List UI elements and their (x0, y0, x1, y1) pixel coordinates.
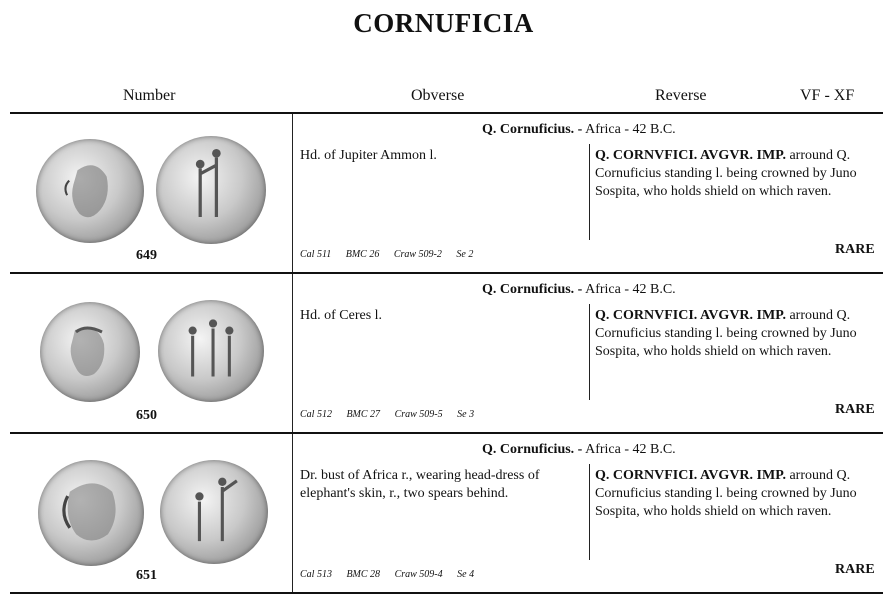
moneyer-line (482, 442, 676, 458)
ref-bmc: BMC 28 (346, 569, 381, 580)
moneyer-name: Q. Cornuficius. - (482, 122, 583, 137)
mint-date: Africa - 42 B.C. (585, 122, 676, 137)
ref-cal: Cal 511 (300, 249, 332, 260)
reverse-legend: Q. CORNVFICI. AVGVR. IMP. (595, 148, 786, 163)
rarity-label: RARE (835, 562, 875, 577)
ref-se: Se 3 (457, 409, 475, 420)
ref-cal: Cal 512 (300, 409, 332, 420)
mint-date: Africa - 42 B.C. (585, 282, 676, 297)
reverse-description (595, 307, 880, 361)
rarity-label: RARE (835, 402, 875, 417)
obverse-description: Hd. of Jupiter Ammon l. (300, 148, 437, 163)
header-grade: VF - XF (800, 87, 855, 104)
reverse-description (595, 467, 880, 521)
coin-entry-row (10, 114, 883, 274)
moneyer-name: Q. Cornuficius. - (482, 282, 583, 297)
ref-se: Se 2 (456, 249, 474, 260)
moneyer-line (482, 122, 676, 138)
reverse-divider (589, 304, 590, 400)
reverse-description (595, 147, 880, 201)
references (300, 409, 486, 420)
page-title: CORNUFICIA (353, 8, 534, 38)
reverse-coin-image (158, 300, 264, 402)
ref-craw: Craw 509-5 (394, 409, 443, 420)
reverse-text: arround Q. Cornuficius standing l. being crowned by Juno Sospita, who holds shield on which raven. (595, 468, 857, 519)
references (300, 569, 486, 580)
ref-craw: Craw 509-4 (394, 569, 443, 580)
column-divider (292, 434, 293, 592)
ref-se: Se 4 (457, 569, 475, 580)
reverse-divider (589, 464, 590, 560)
reverse-legend: Q. CORNVFICI. AVGVR. IMP. (595, 468, 786, 483)
obverse-description: Dr. bust of Africa r., wearing head-dress of elephant's skin, r., two spears behind. (300, 468, 540, 501)
mint-date: Africa - 42 B.C. (585, 442, 676, 457)
column-divider (292, 274, 293, 432)
reverse-coin-image (156, 136, 266, 244)
coin-entry-row (10, 434, 883, 594)
catalog-number: 650 (136, 408, 157, 423)
reverse-text: arround Q. Cornuficius standing l. being crowned by Juno Sospita, who holds shield on which raven. (595, 308, 857, 359)
obverse-coin-image (38, 460, 144, 566)
obverse-coin-image (40, 302, 140, 402)
catalog-number: 649 (136, 248, 157, 263)
moneyer-line (482, 282, 676, 298)
reverse-text: arround Q. Cornuficius standing l. being crowned by Juno Sospita, who holds shield on which raven. (595, 148, 857, 199)
reverse-legend: Q. CORNVFICI. AVGVR. IMP. (595, 308, 786, 323)
rarity-label: RARE (835, 242, 875, 257)
header-number: Number (123, 87, 176, 104)
ref-craw: Craw 509-2 (393, 249, 442, 260)
moneyer-name: Q. Cornuficius. - (482, 442, 583, 457)
header-obverse: Obverse (411, 87, 465, 104)
obverse-coin-image (36, 139, 144, 243)
references (300, 249, 485, 260)
column-divider (292, 114, 293, 272)
ref-cal: Cal 513 (300, 569, 332, 580)
reverse-coin-image (160, 460, 268, 564)
ref-bmc: BMC 27 (346, 409, 381, 420)
obverse-description: Hd. of Ceres l. (300, 308, 383, 323)
reverse-divider (589, 144, 590, 240)
header-reverse: Reverse (655, 87, 707, 104)
ref-bmc: BMC 26 (345, 249, 380, 260)
catalog-number: 651 (136, 568, 157, 583)
coin-entry-row (10, 274, 883, 434)
